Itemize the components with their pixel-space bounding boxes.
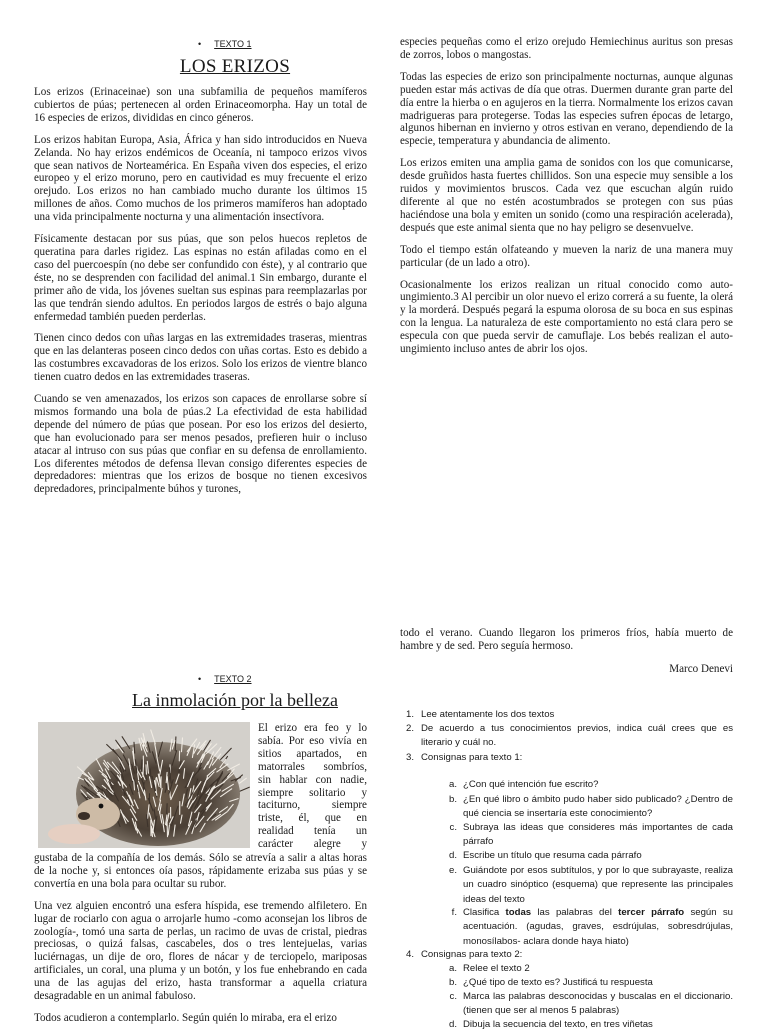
sub-text-bold: tercer párrafo (618, 907, 684, 918)
text2-line: sin hablar con nadie, (258, 774, 367, 787)
list-text: Lee atentamente los dos textos (421, 708, 733, 722)
sub-text: Subraya las ideas que consideres más importantes de cada párrafo (463, 821, 733, 850)
text1-paragraph: Los erizos (Erinaceinae) son una subfamilia de pequeños mamíferos cubiertos de púas; pertenecen al orden Erinaceomorpha. Hay un total de 16 especies de erizos, divididas en cinco géneros. (34, 86, 367, 125)
sub-letter: d. (443, 849, 457, 863)
text2-paragraph: gustaba de la compañía de los demás. Sólo se atrevía a salir a altas horas de la noche y, si entonces oía pasos, rápidamente erizaba sus púas y se convertía en una bola para ocultar su rubor. (34, 852, 367, 891)
bullet-dot-icon: • (198, 674, 201, 684)
text1-title: LOS ERIZOS (0, 56, 470, 78)
text2-paragraph: Una vez alguien encontró una esfera híspida, ese tremendo alfiletero. En lugar de rociarlo con agua o arrojarle humo -como aconsejan los libros de zoología-, tomó una sarta de perlas, un racimo de uvas de cristal, piedras preciosas, o quizá falsas, cascabeles, dos o tres lentejuelas, varias luciérnagas, un dije de oro, flores de nácar y de terciopelo, mariposas artificiales, un coral, una pluma y un botón, y los fue enhebrando en cada una de las agujas del erizo, hasta transformar a aquella criatura desagradable en un animal fabuloso. (34, 900, 367, 1003)
hedgehog-spine (143, 764, 144, 776)
text2-beside-photo (258, 722, 367, 851)
list-number: 4. (400, 948, 414, 962)
sub-letter: c. (443, 821, 457, 835)
text1-paragraph: Ocasionalmente los erizos realizan un ritual conocido como auto-ungimiento.3 Al percibir un olor nuevo el erizo correrá a su fuente, la olerá y la morderá. Después pegará la espuma olorosa de su boca en sus espinas con la lengua. La naturaleza de este comportamiento no está clara pero se especula con que pueda servir de camuflaje. Los bebés realizan el auto-ungimiento incluso antes de abrir los ojos. (400, 279, 733, 356)
text2-line: carácter alegre y (258, 838, 367, 851)
list-number: 2. (400, 722, 414, 736)
text2-line: triste, él, que en (258, 812, 367, 825)
text2-line: matorrales sombríos, (258, 761, 367, 774)
text1-paragraph: Los erizos emiten una amplia gama de sonidos con los que comunicarse, desde gruñidos hasta fuertes chillidos. Son una especie muy sensible a los ruidos y movimientos bruscos. Cada vez que escuchan algún ruido diferente al que no estén acostumbrados se protegen con sus púas haciéndose una bola y emiten un sonido (como una respiración acelerada), después que este animal sienta que no hay peligro se desenvuelve. (400, 157, 733, 234)
sub-text: ¿Qué tipo de texto es? Justificá tu respuesta (463, 976, 733, 990)
bullet-dot-icon: • (198, 39, 201, 49)
text1-left-column (34, 86, 367, 496)
text1-paragraph: Todas las especies de erizo son principalmente nocturnas, aunque algunas pueden estar más activas de día que otras. Duermen durante gran parte del día entre la hierba o en agujeros en la tierra. Normalmente los erizos cavan madrigueras para protegerse. Todas las especies sufren épocas de letargo, algunos hibernan en invierno y otros estivan en verano, dependiendo de la especie, temperatura y abundancia de alimento. (400, 71, 733, 148)
text2-line: El erizo era feo y lo (258, 722, 367, 735)
list-text: De acuerdo a tus conocimientos previos, indica cuál crees que es literario y cuál no. (421, 722, 733, 751)
text1-paragraph: Todo el tiempo están olfateando y mueven la nariz de una manera muy particular (de un lado a otro). (400, 244, 733, 270)
sub-letter: a. (443, 962, 457, 976)
sub-letter: b. (443, 793, 457, 807)
sub-text: Guiándote por esos subtítulos, y por lo que subrayaste, realiza un cuadro sinóptico (esquema) que represente las principales ideas del texto (463, 864, 733, 907)
text2-line: sabía. Por eso vivía en (258, 735, 367, 748)
sub-text: Marca las palabras desconocidas y buscalas en el diccionario. (tienen que ser al menos 5 palabras) (463, 990, 733, 1019)
hedgehog-spine (134, 742, 135, 753)
sub-letter: a. (443, 778, 457, 792)
sub-text: ¿En qué libro o ámbito pudo haber sido publicado? ¿Dentro de qué ciencia se insertaría este conocimiento? (463, 793, 733, 822)
text2-line: realidad tenía un (258, 825, 367, 838)
list-text: Consignas para texto 2: (421, 948, 733, 962)
sub-text: Relee el texto 2 (463, 962, 733, 976)
sub-letter: e. (443, 864, 457, 878)
hedgehog-spine (175, 737, 176, 751)
sub-text (463, 906, 733, 949)
text2-label: TEXTO 2 (214, 674, 251, 684)
text1-right-column (400, 36, 733, 356)
text2-line: siempre solitario y (258, 787, 367, 800)
list-text: Consignas para texto 1: (421, 751, 733, 765)
text1-paragraph: Tienen cinco dedos con uñas largas en las extremidades traseras, mientras que en las delanteras poseen cinco dedos con uñas cortas. Esto es debido a las costumbres excavadoras de los erizos. Solo los erizos de vientre blanco tienen cuatro dedos en las extremidades traseras. (34, 332, 367, 384)
sub-letter: c. (443, 990, 457, 1004)
sub-text-part: según su acentuación. (agudas, graves, esdrújulas, sobresdrújulas, monosílabos- aclara donde haya hiato) (463, 907, 733, 947)
text2-body (34, 852, 367, 1021)
sub-text: ¿Con qué intención fue escrito? (463, 778, 733, 792)
sub-text-part: las palabras del (531, 907, 618, 918)
text1-bullet (198, 34, 252, 52)
text1-paragraph: Físicamente destacan por sus púas, que son pelos huecos repletos de queratina para darles rigidez. Las espinas no están afiladas como en el caso del puercoespín (no debe ser confundido con éste), y al contrario que éste, no se desprenden con facilidad del animal.1 Sin embargo, durante el primer año de vida, los jóvenes sueltan sus espinas para reemplazarlas por las que tendrán siendo adultos. En periodos largos de estrés o bajo alguna enfermedad también pueden perderlas. (34, 233, 367, 323)
text2-paragraph-cut: Todos acudieron a contemplarlo. Según quién lo miraba, era el erizo (34, 1012, 367, 1021)
text1-paragraph: Los erizos habitan Europa, Asia, África y han sido introducidos en Nueva Zelanda. No hay erizos endémicos de Oceanía, ni tampoco erizos vivos que sean nativos de Norteamérica. En España viven dos especies, el erizo europeo y el erizo moruno, pero en cautividad es muy frecuente el erizo orejudo. Los erizos no han cambiado mucho durante los últimos 15 millones de años. Como muchos de los primeros mamíferos han adoptado una vida principalmente nocturna y una alimentación insectívora. (34, 134, 367, 224)
list-number: 1. (400, 708, 414, 722)
author-signature: Marco Denevi (400, 663, 733, 675)
hedgehog-photo (38, 722, 250, 848)
text2-title: La inmolación por la belleza (0, 690, 470, 711)
text1-label: TEXTO 1 (214, 39, 251, 49)
sub-text: Escribe un título que resuma cada párrafo (463, 849, 733, 863)
text1-paragraph: especies pequeñas como el erizo orejudo Hemiechinus auritus son presas de zorros, lobos o mangostas. (400, 36, 733, 62)
sub-letter: f. (443, 906, 457, 920)
hedgehog-image (38, 722, 250, 848)
text1-paragraph: Cuando se ven amenazados, los erizos son capaces de enrollarse sobre sí mismos formando una bola de púas.2 La efectividad de esta habilidad depende del número de púas que posean. Por eso los erizos del desierto, que han evolucionado para ser menos pesados, prefieren huir o incluso atacar al intruso con sus púas que confiar en su defensa de enrollamiento. Los diferentes métodos de defensa llevan consigo diferentes especies de depredadores: mientras que los erizos de bosque no tienen excesivos depredadores, principalmente búhos y turones, (34, 393, 367, 496)
sub-text-part: Clasifica (463, 907, 506, 918)
sub-text: Dibuja la secuencia del texto, en tres viñetas (463, 1018, 733, 1032)
text2-line: sitios apartados, en (258, 748, 367, 761)
instructions-list (400, 708, 735, 1024)
sub-text-bold: todas (506, 907, 532, 918)
list-number: 3. (400, 751, 414, 765)
text2-continuation (400, 627, 733, 653)
text2-bullet (198, 669, 252, 687)
text2-line: taciturno, siempre (258, 799, 367, 812)
text2-paragraph: todo el verano. Cuando llegaron los primeros fríos, había muerto de hambre y de sed. Pero seguía hermoso. (400, 627, 733, 653)
sub-letter: d. (443, 1018, 457, 1032)
sub-letter: b. (443, 976, 457, 990)
